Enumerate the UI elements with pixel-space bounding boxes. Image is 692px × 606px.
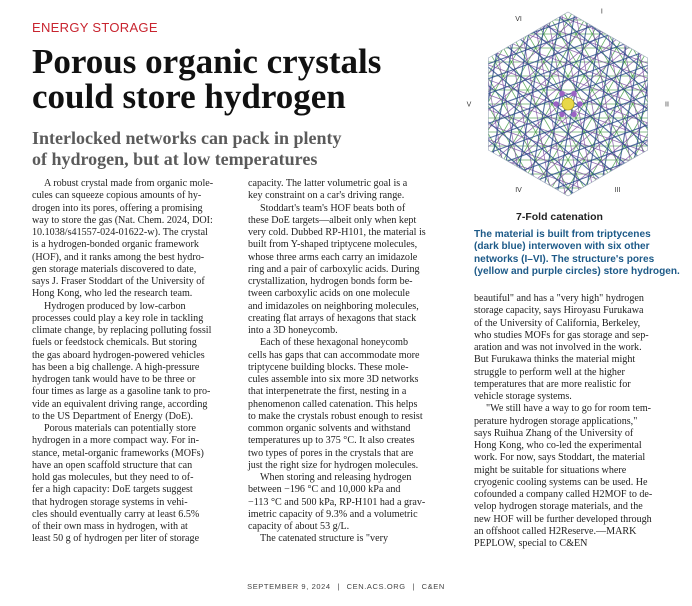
- body-text-line: to make the crystals robust enough to resist: [248, 410, 423, 422]
- body-text-line: of their own mass in hydrogen, with at: [32, 521, 188, 532]
- body-text-line: has been a big challenge. A high-pressure: [32, 361, 200, 373]
- network-strand: [440, 0, 529, 162]
- body-text-line: built from Y-shaped triptycene molecules,: [248, 239, 418, 251]
- body-text-line: common organic solvents and withstand: [248, 423, 411, 434]
- body-text-line: hold gas molecules, but they need to of-: [32, 472, 194, 483]
- body-text-line: crystallization, hydrogen bonds form be-: [248, 276, 413, 287]
- body-text-line: just the right size for hydrogen molecules.: [248, 459, 419, 471]
- body-text-line: that hydrogen storage systems in vehi-: [32, 496, 188, 508]
- network-strand: [473, 0, 692, 51]
- pore-purple: [553, 101, 559, 107]
- network-strand: [440, 166, 660, 208]
- footer-separator: |: [412, 582, 415, 591]
- network-strand: [478, 0, 692, 38]
- body-text-line: that interpenetrate the first, nesting in a: [248, 386, 407, 398]
- body-text-line: cryogenic cooling systems can be used. He: [474, 476, 648, 488]
- body-text-line: very cold. Dubbed RP-H101, the material is: [248, 227, 426, 238]
- network-strand: [677, 0, 692, 208]
- network-strand: [440, 0, 459, 208]
- body-text-line: of the University of California, Berkeley,: [474, 317, 641, 329]
- body-text-line: cules can squeeze copious amounts of hy-: [32, 190, 202, 202]
- body-text-line: phenomenon called catenation. This helps: [248, 398, 418, 410]
- body-text-line: vehicle storage systems.: [474, 391, 572, 402]
- body-text-line: is a hydrogen-bonded organic framework: [32, 239, 199, 251]
- body-text-line: and imidazoles on neighboring molecules,: [248, 300, 419, 312]
- body-text-line: an offshoot called H2Reserve.—MARK: [474, 525, 637, 537]
- network-strand: [673, 0, 692, 208]
- network-strand: [659, 0, 692, 208]
- network-strand: [440, 0, 464, 208]
- network-label: III: [614, 187, 621, 195]
- body-text-line: triptycene building blocks. These mole-: [248, 361, 409, 373]
- network-strand: [494, 54, 692, 209]
- page-footer: [0, 582, 692, 591]
- body-text-line: two types of pores in the crystals that are: [248, 447, 414, 459]
- body-text-line: cules assemble into six more 3D networks: [248, 374, 419, 385]
- pore-purple: [571, 91, 577, 97]
- body-text-line: hydrogen tank would have to be three or: [32, 374, 196, 385]
- headline: [32, 44, 432, 114]
- body-text-line: have an open scaffold structure that can: [32, 459, 193, 471]
- network-strand: [440, 0, 487, 208]
- network-label: V: [466, 101, 472, 109]
- body-text-line: 10.1038/s41557-024-01622-w). The crystal: [32, 227, 208, 238]
- body-text-line: Stoddart's team's HOF beats both of: [260, 202, 406, 214]
- pore-purple: [571, 112, 577, 118]
- pore-purple: [559, 112, 565, 118]
- body-text-line: A robust crystal made from organic mole-: [44, 178, 214, 189]
- network-label: IV: [515, 187, 522, 195]
- headline-line: could store hydrogen: [32, 77, 346, 116]
- network-strand: [440, 0, 658, 38]
- footer-date: SEPTEMBER 9, 2024: [247, 582, 331, 591]
- body-text-line: Porous materials can potentially store: [44, 423, 196, 434]
- body-text-line: −113 °C and 500 kPa, RP-H101 had a grav-: [248, 496, 426, 508]
- subheadline: [32, 128, 452, 170]
- network-strand: [650, 0, 692, 208]
- body-text-line: "We still have a way to go for room tem-: [486, 403, 652, 415]
- body-text-line: drogen into its pores, offering a promising: [32, 202, 203, 214]
- body-text-line: Each of these hexagonal honeycomb: [260, 337, 408, 349]
- body-text-line: might be suitable for situations where: [474, 464, 627, 476]
- footer-separator: |: [337, 582, 340, 591]
- body-text-line: Hong Kong, who led the research team.: [32, 288, 193, 300]
- footer-site: CEN.ACS.ORG: [346, 582, 406, 591]
- body-text-line: hydrogen in a more compact way. For in-: [32, 435, 199, 447]
- network-strand: [440, 0, 541, 169]
- caption-line: The material is built from triptycenes: [474, 229, 651, 240]
- body-text-line: fuels or feedstock chemicals. But storing: [32, 337, 197, 349]
- subheadline-line: of hydrogen, but at low temperatures: [32, 149, 318, 169]
- body-text-line: fer a high capacity: DoE targets suggest: [32, 484, 193, 496]
- body-text-line: temperatures up to 375 °C. It also creates: [248, 435, 415, 447]
- body-text-line: aration and was not involved in the work.: [474, 342, 642, 353]
- body-column-3: [474, 293, 684, 550]
- body-text-line: key constraint on a car's driving range.: [248, 190, 405, 202]
- body-text-line: But Furukawa thinks the material might: [474, 354, 636, 366]
- body-text-line: who studies MOFs for gas storage and sep-: [474, 329, 649, 341]
- body-text-line: cles should eventually carry at least 6.5%: [32, 508, 200, 520]
- body-text-line: least 50 g of hydrogen per liter of storage: [32, 533, 200, 545]
- body-text-line: stance, metal-organic frameworks (MOFs): [32, 447, 204, 459]
- headline-line: Porous organic crystals: [32, 42, 382, 81]
- body-column-1: [32, 178, 235, 546]
- body-text-line: gen storage materials discovered to date,: [32, 263, 197, 275]
- body-text-line: into a 3D honeycomb.: [248, 325, 338, 336]
- body-text-line: When storing and releasing hydrogen: [260, 472, 412, 483]
- body-text-line: four times as large as a gasoline tank to pro-: [32, 386, 211, 398]
- body-text-line: cofounded a company called H2MOF to de-: [474, 489, 653, 500]
- body-text-line: vide an equivalent driving range, according: [32, 398, 208, 410]
- pore-purple: [559, 91, 565, 97]
- body-text-line: perature hydrogen storage applications,": [474, 415, 638, 427]
- body-text-line: tween carboxylic acids on one molecule: [248, 288, 410, 300]
- network-strand: [457, 113, 692, 208]
- caption-line: networks (I–VI). The structure's pores: [474, 253, 655, 265]
- catenation-structure-figure: [440, 0, 692, 208]
- network-label: II: [665, 101, 669, 109]
- body-text-line: processes could play a key role in tackling: [32, 312, 204, 324]
- pore-yellow: [562, 98, 574, 110]
- body-text-line: new HOF will be further developed through: [474, 513, 652, 525]
- body-text-line: beautiful" and has a "very high" hydrogen: [474, 293, 644, 304]
- network-strand: [440, 0, 653, 25]
- network-label: VI: [515, 15, 522, 23]
- body-text-line: says J. Fraser Stoddart of the University of: [32, 276, 205, 287]
- body-text-line: capacity. The latter volumetric goal is a: [248, 178, 408, 189]
- footer-brand: C&EN: [421, 582, 445, 591]
- caption-line: (yellow and purple circles) store hydrogen.: [474, 265, 680, 277]
- body-text-line: imetric capacity of 9.3% and a volumetric: [248, 508, 418, 520]
- body-text-line: cells has gaps that can accommodate more: [248, 349, 420, 361]
- body-text-line: storage capacity, says Hiroyasu Furukawa: [474, 305, 644, 317]
- body-text-line: to the US Department of Energy (DoE).: [32, 410, 193, 422]
- body-text-line: temperatures that are more realistic for: [474, 378, 631, 390]
- body-text-line: these DoE targets—albeit only when kept: [248, 214, 417, 226]
- body-text-line: Hong Kong, who co-led the experimental: [474, 440, 642, 451]
- network-strand: [440, 0, 450, 208]
- body-text-line: PEPLOW, special to C&EN: [474, 538, 588, 549]
- network-strand: [443, 74, 692, 170]
- body-text-line: The catenated structure is "very: [260, 533, 388, 545]
- body-column-2: [248, 178, 458, 546]
- network-strand: [472, 153, 692, 208]
- network-strand: [440, 0, 478, 208]
- body-text-line: climate change, by replacing polluting fossil: [32, 325, 212, 336]
- body-text-line: ring and a pair of carboxylic acids. During: [248, 263, 420, 275]
- body-text-line: (HOF), and it ranks among the best hydro-: [32, 251, 205, 263]
- body-text-line: Hydrogen produced by low-carbon: [44, 300, 186, 312]
- body-text-line: work. For now, says Stoddart, the material: [474, 452, 646, 464]
- network-strand: [462, 127, 692, 208]
- body-text-line: whose three arms each carry an imidazole: [248, 251, 418, 263]
- network-strand: [440, 0, 649, 12]
- section-kicker: ENERGY STORAGE: [32, 20, 158, 35]
- body-text-line: the gas aboard hydrogen-powered vehicles: [32, 349, 205, 361]
- figure-caption: [474, 229, 689, 278]
- figure-title: 7-Fold catenation: [516, 211, 603, 223]
- body-text-line: capacity of about 53 g/L.: [248, 521, 350, 532]
- network-strand: [440, 179, 655, 208]
- body-text-line: way to store the gas (Nat. Chem. 2024, DOI:: [32, 214, 213, 226]
- body-text-line: creating flat arrays of hexagons that stack: [248, 312, 417, 324]
- network-label: I: [600, 8, 603, 16]
- subheadline-line: Interlocked networks can pack in plenty: [32, 128, 342, 148]
- network-strand: [440, 192, 650, 208]
- network-strand: [483, 0, 692, 25]
- pore-purple: [577, 101, 583, 107]
- body-text-line: between −196 °C and 10,000 kPa and: [248, 484, 401, 496]
- body-text-line: struggle to perform well at the higher: [474, 366, 625, 378]
- body-text-line: velop hydrogen storage materials, and the: [474, 501, 643, 513]
- network-strand: [477, 166, 692, 208]
- network-strand: [440, 0, 446, 208]
- caption-line: (dark blue) interwoven with six other: [474, 241, 650, 253]
- body-text-line: says Ruihua Zhang of the University of: [474, 427, 634, 439]
